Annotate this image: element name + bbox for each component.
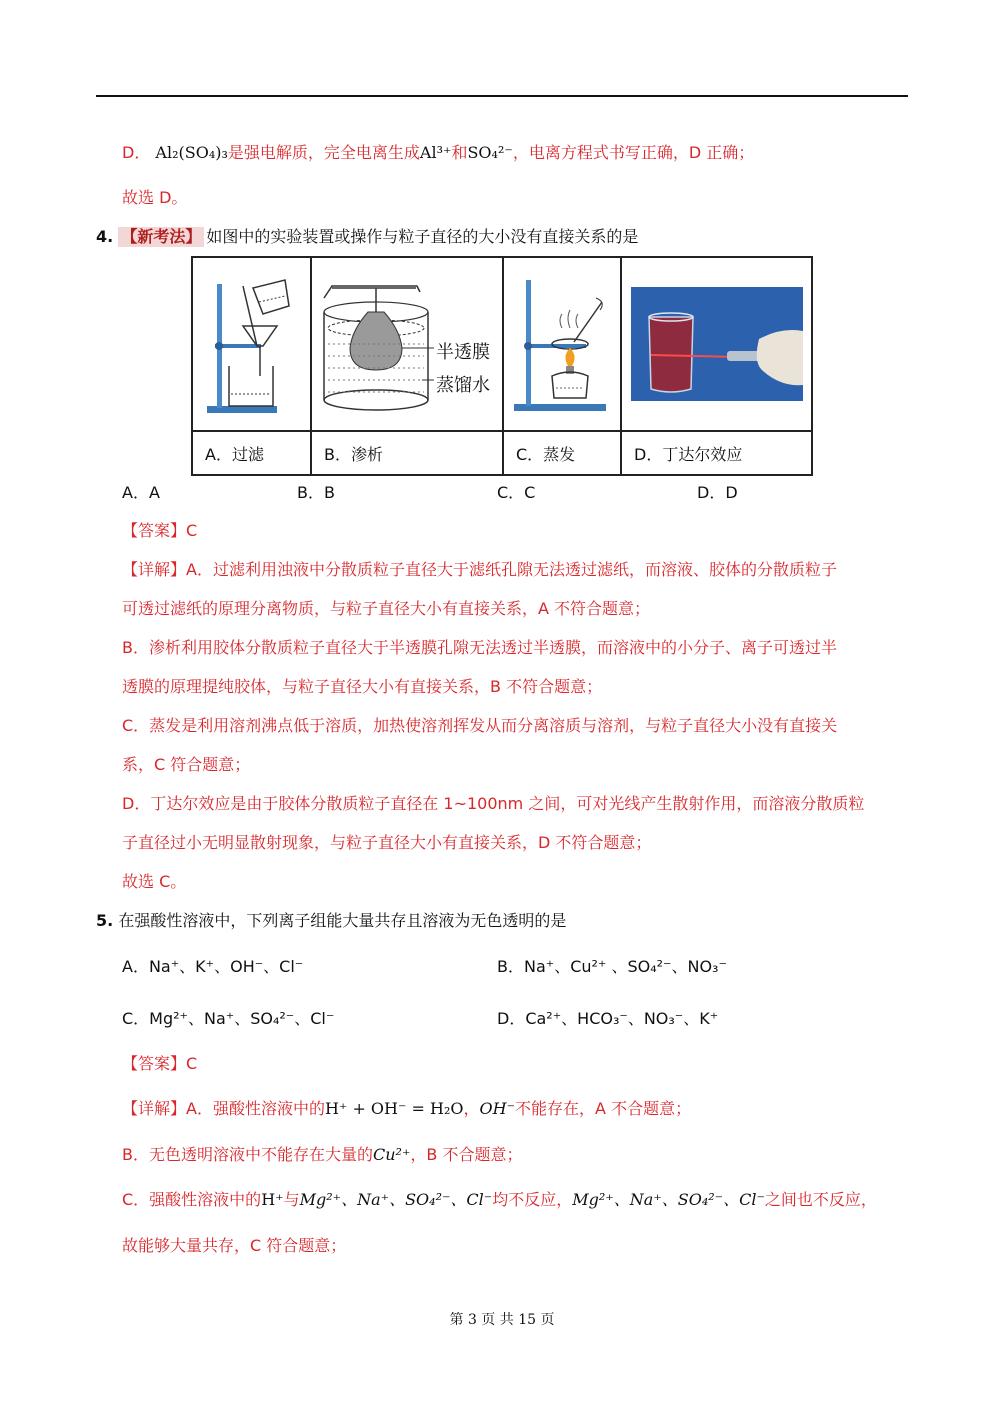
- prev-d-and: 和: [451, 143, 468, 162]
- page-footer: 第 3 页 共 15 页: [449, 1312, 555, 1328]
- q5-detail-c: [122, 1190, 877, 1210]
- q5-detail-d: 故能够大量共存，C 符合题意；: [122, 1236, 347, 1255]
- prev-choose: 故选 D。: [122, 188, 188, 207]
- tyndall-photo: [631, 287, 803, 401]
- q4-detail-line-9: 故选 C。: [122, 872, 187, 891]
- q5-d3-h: H⁺: [261, 1190, 284, 1209]
- q5-d1-oh: OH⁻: [479, 1099, 516, 1118]
- q4-stem-line: [96, 227, 638, 247]
- q5-d3-post: 之间也不反应，: [764, 1190, 877, 1209]
- q4-detail-line-4: 透膜的原理提纯胶体，与粒子直径大小有直接关系，B 不符合题意；: [122, 677, 603, 696]
- prev-d-text2: ，电离方程式书写正确，D 正确；: [512, 143, 755, 162]
- q4-number: 4.: [96, 227, 114, 246]
- prev-d-al-ion: Al³⁺: [419, 143, 452, 162]
- q4-stem: 如图中的实验装置或操作与粒子直径的大小没有直接关系的是: [206, 227, 639, 246]
- filtration-apparatus-icon: [193, 258, 310, 426]
- distilled-water-label: 蒸馏水: [436, 375, 490, 396]
- q5-d1-post: 不能存在，A 不合题意；: [515, 1099, 692, 1118]
- q5-option-a: A．Na⁺、K⁺、OH⁻、Cl⁻: [122, 957, 304, 976]
- q4-detail-line-8: 子直径过小无明显散射现象，与粒子直径大小有直接关系，D 不符合题意；: [122, 833, 652, 852]
- q5-d2-pre: B．无色透明溶液中不能存在大量的: [122, 1145, 373, 1164]
- caption-tyndall: D．丁达尔效应: [621, 431, 812, 475]
- figure-cell-evaporation: [503, 257, 621, 431]
- q4-detail-line-2: 可透过滤纸的原理分离物质，与粒子直径大小有直接关系，A 不符合题意；: [122, 599, 651, 618]
- q5-detail-a: [122, 1099, 691, 1119]
- q5-number: 5.: [96, 911, 114, 930]
- q5-d1-pre: 【详解】A．强酸性溶液中的: [122, 1099, 325, 1118]
- q4-option-b: B．B: [297, 483, 335, 502]
- q5-d3-ions-1: Mg²⁺、Na⁺、SO₄²⁻、Cl⁻: [299, 1190, 493, 1209]
- q5-answer: 【答案】C: [122, 1054, 198, 1073]
- q4-option-c: C．C: [497, 483, 536, 502]
- prev-d-so4-ion: SO₄²⁻: [467, 143, 513, 162]
- q5-d3-ions-2: Mg²⁺、Na⁺、SO₄²⁻、Cl⁻: [572, 1190, 765, 1209]
- q4-detail-line-7: D．丁达尔效应是由于胶体分散质粒子直径在 1~100nm 之间，可对光线产生散射作用，而溶液分散质粒: [122, 794, 865, 813]
- membrane-label: 半透膜: [436, 342, 490, 363]
- caption-dialysis: B．渗析: [311, 431, 503, 475]
- q5-detail-b: [122, 1145, 522, 1165]
- figure-cell-tyndall: [621, 257, 812, 431]
- figure-cell-dialysis: [311, 257, 503, 431]
- q5-stem: 在强酸性溶液中，下列离子组能大量共存且溶液为无色透明的是: [118, 911, 567, 930]
- q4-detail-line-5: C．蒸发是利用溶剂沸点低于溶质，加热使溶剂挥发从而分离溶质与溶剂，与粒子直径大小没有直接关: [122, 716, 838, 735]
- prev-option-d: [122, 143, 754, 163]
- q4-new-method-tag: 【新考法】: [118, 227, 204, 247]
- q4-answer: 【答案】C: [122, 521, 198, 540]
- q5-d3-with: 与: [283, 1190, 300, 1209]
- q5-stem-line: [96, 911, 566, 931]
- evaporation-apparatus-icon: [504, 258, 620, 426]
- prev-d-text1: 是强电解质，完全电离生成: [227, 143, 420, 162]
- caption-evaporation: C．蒸发: [503, 431, 621, 475]
- q5-d1-sep: ，: [463, 1099, 480, 1118]
- q4-detail-line-3: B．渗析利用胶体分散质粒子直径大于半透膜孔隙无法透过半透膜，而溶液中的小分子、离子可透过半: [122, 638, 837, 657]
- q5-d2-post: ，B 不合题意；: [410, 1145, 523, 1164]
- q5-d2-cu: Cu²⁺: [372, 1145, 411, 1164]
- header-rule: [96, 95, 908, 97]
- caption-filtration: A．过滤: [192, 431, 311, 475]
- q4-detail-line-6: 系，C 符合题意；: [122, 755, 251, 774]
- tyndall-effect-illustration: [631, 287, 803, 401]
- q5-option-d: D．Ca²⁺、HCO₃⁻、NO₃⁻、K⁺: [497, 1009, 719, 1028]
- figure-cell-filtration: [192, 257, 311, 431]
- prev-d-label: D．: [122, 143, 151, 162]
- q5-d1-equation: H⁺ + OH⁻ = H₂O: [324, 1099, 464, 1118]
- q5-d3-pre: C．强酸性溶液中的: [122, 1190, 262, 1209]
- q5-d3-mid: 均不反应，: [492, 1190, 573, 1209]
- prev-d-formula: Al₂(SO₄)₃: [155, 143, 228, 162]
- q4-figure-table: [191, 256, 813, 476]
- q4-detail-line-1: 【详解】A．过滤利用浊液中分散质粒子直径大于滤纸孔隙无法透过滤纸，而溶液、胶体的分散质粒子: [122, 560, 837, 579]
- q4-option-a: A．A: [122, 483, 160, 502]
- q4-option-d: D．D: [697, 483, 738, 502]
- q5-option-c: C．Mg²⁺、Na⁺、SO₄²⁻、Cl⁻: [122, 1009, 335, 1028]
- q5-option-b: B．Na⁺、Cu²⁺ 、SO₄²⁻、NO₃⁻: [497, 957, 727, 976]
